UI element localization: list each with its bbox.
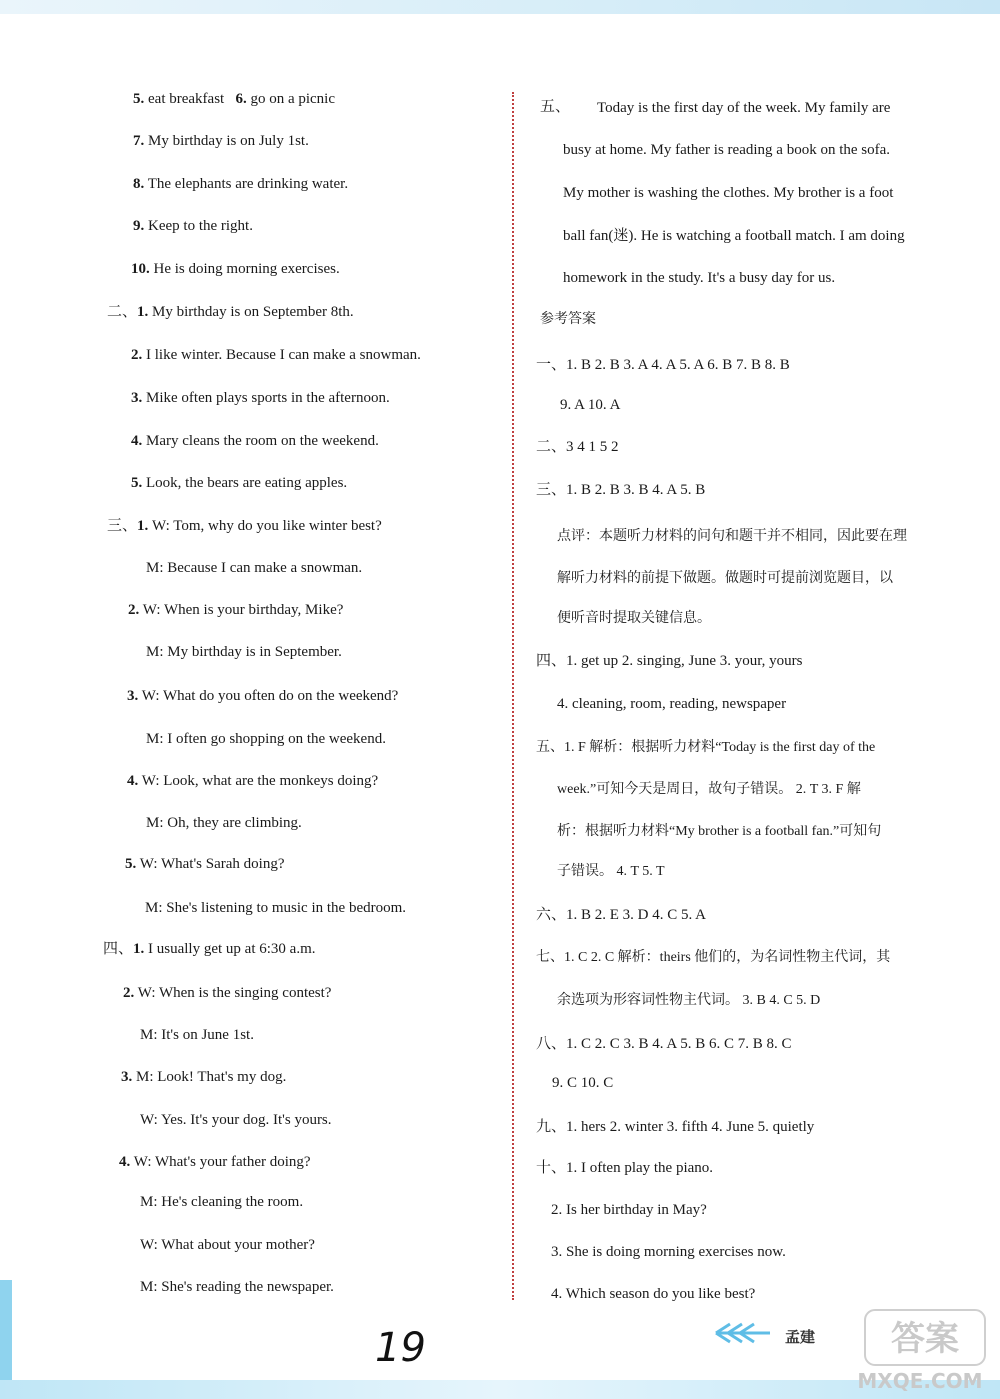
answer-line: 3. Mike often plays sports in the afternoon. [131, 390, 390, 406]
dialogue-line: M: She's reading the newspaper. [140, 1279, 334, 1295]
footer-brand: 孟建 [785, 1328, 816, 1346]
answers-title: 参考答案 [540, 312, 596, 327]
dialogue-line: M: Because I can make a snowman. [146, 560, 363, 576]
dialogue-line: W: What about your mother? [140, 1237, 315, 1253]
answer-line: 五、1. F 解析：根据听力材料“Today is the first day of the [536, 740, 876, 755]
answer-line: 余选项为形容词性物主代词。 3. B 4. C 5. D [557, 993, 821, 1008]
comment-line: 点评：本题听力材料的问句和题干并不相同，因此要在理 [557, 529, 907, 544]
answer-line: 析：根据听力材料“My brother is a football fan.”可知句 [557, 824, 882, 839]
dialogue-line: 5. W: What's Sarah doing? [125, 856, 285, 872]
section-3-line: 三、1. W: Tom, why do you like winter best? [107, 518, 382, 534]
dialogue-line: M: I often go shopping on the weekend. [146, 731, 386, 747]
top-color-strip [0, 0, 1000, 14]
svg-text:MXQE.COM: MXQE.COM [857, 1369, 983, 1393]
dialogue-line: 2. W: When is your birthday, Mike? [128, 602, 344, 618]
answer-line: 4. cleaning, room, reading, newspaper [557, 696, 787, 712]
answer-line: 2. I like winter. Because I can make a snowman. [131, 347, 421, 363]
answer-line: 9. Keep to the right. [133, 218, 253, 234]
answer-line: 9. A 10. A [560, 397, 621, 413]
page-number: 19 [375, 1325, 426, 1371]
answer-line: 5. eat breakfast 6. go on a picnic [133, 91, 336, 107]
answer-line: 二、3 4 1 5 2 [536, 439, 619, 455]
dialogue-line: M: Oh, they are climbing. [146, 815, 302, 831]
section-2-line: 二、1. My birthday is on September 8th. [107, 304, 354, 320]
answer-line: 八、1. C 2. C 3. B 4. A 5. B 6. C 7. B 8. C [536, 1036, 792, 1052]
passage-line: My mother is washing the clothes. My brother is a foot [563, 185, 894, 201]
dialogue-line: 4. W: Look, what are the monkeys doing? [127, 773, 379, 789]
dialogue-line: 2. W: When is the singing contest? [123, 985, 332, 1001]
answer-line: 子错误。 4. T 5. T [557, 864, 665, 879]
answer-line: 三、1. B 2. B 3. B 4. A 5. B [536, 482, 706, 498]
dialogue-line: W: Yes. It's your dog. It's yours. [140, 1112, 332, 1128]
passage-line: ball fan(迷). He is watching a football match. I am doing [563, 228, 905, 244]
answer-line: 一、1. B 2. B 3. A 4. A 5. A 6. B 7. B 8. B [536, 357, 790, 373]
section-5-prefix: 五、 [540, 99, 571, 115]
section-4-line: 四、1. I usually get up at 6:30 a.m. [103, 941, 316, 957]
answer-line: 8. The elephants are drinking water. [133, 176, 349, 192]
passage-line: Today is the first day of the week. My family are [597, 100, 891, 116]
answer-line: 2. Is her birthday in May? [551, 1202, 707, 1218]
answer-line: 四、1. get up 2. singing, June 3. your, yours [536, 653, 803, 669]
arrow-icon [712, 1318, 772, 1348]
answer-line: 10. He is doing morning exercises. [131, 261, 340, 277]
dialogue-line: 3. M: Look! That's my dog. [121, 1069, 287, 1085]
dialogue-line: M: She's listening to music in the bedroom. [145, 900, 407, 916]
passage-line: homework in the study. It's a busy day for us. [563, 270, 836, 286]
watermark-logo [845, 1300, 995, 1395]
answer-line: week.”可知今天是周日，故句子错误。 2. T 3. F 解 [557, 782, 861, 797]
comment-line: 便听音时提取关键信息。 [557, 611, 711, 626]
dialogue-line: 4. W: What's your father doing? [119, 1154, 311, 1170]
answer-line: 十、1. I often play the piano. [536, 1160, 714, 1176]
dialogue-line: M: It's on June 1st. [140, 1027, 254, 1043]
dialogue-line: M: He's cleaning the room. [140, 1194, 304, 1210]
dialogue-line: M: My birthday is in September. [146, 644, 342, 660]
dialogue-line: 3. W: What do you often do on the weekend? [127, 688, 399, 704]
answer-line: 9. C 10. C [552, 1075, 614, 1091]
column-divider [512, 92, 514, 1300]
answer-line: 六、1. B 2. E 3. D 4. C 5. A [536, 907, 707, 923]
answer-line: 4. Mary cleans the room on the weekend. [131, 433, 379, 449]
answer-line: 九、1. hers 2. winter 3. fifth 4. June 5. quietly [536, 1119, 815, 1135]
answer-line: 7. My birthday is on July 1st. [133, 133, 309, 149]
svg-text:答案: 答案 [891, 1319, 959, 1359]
answer-line: 七、1. C 2. C 解析：theirs 他们的，为名词性物主代词，其 [536, 950, 891, 965]
answer-line: 5. Look, the bears are eating apples. [131, 475, 348, 491]
answer-line: 3. She is doing morning exercises now. [551, 1244, 786, 1260]
comment-line: 解听力材料的前提下做题。做题时可提前浏览题目，以 [557, 571, 893, 586]
answer-line: 4. Which season do you like best? [551, 1286, 756, 1302]
passage-line: busy at home. My father is reading a book on the sofa. [563, 142, 891, 158]
